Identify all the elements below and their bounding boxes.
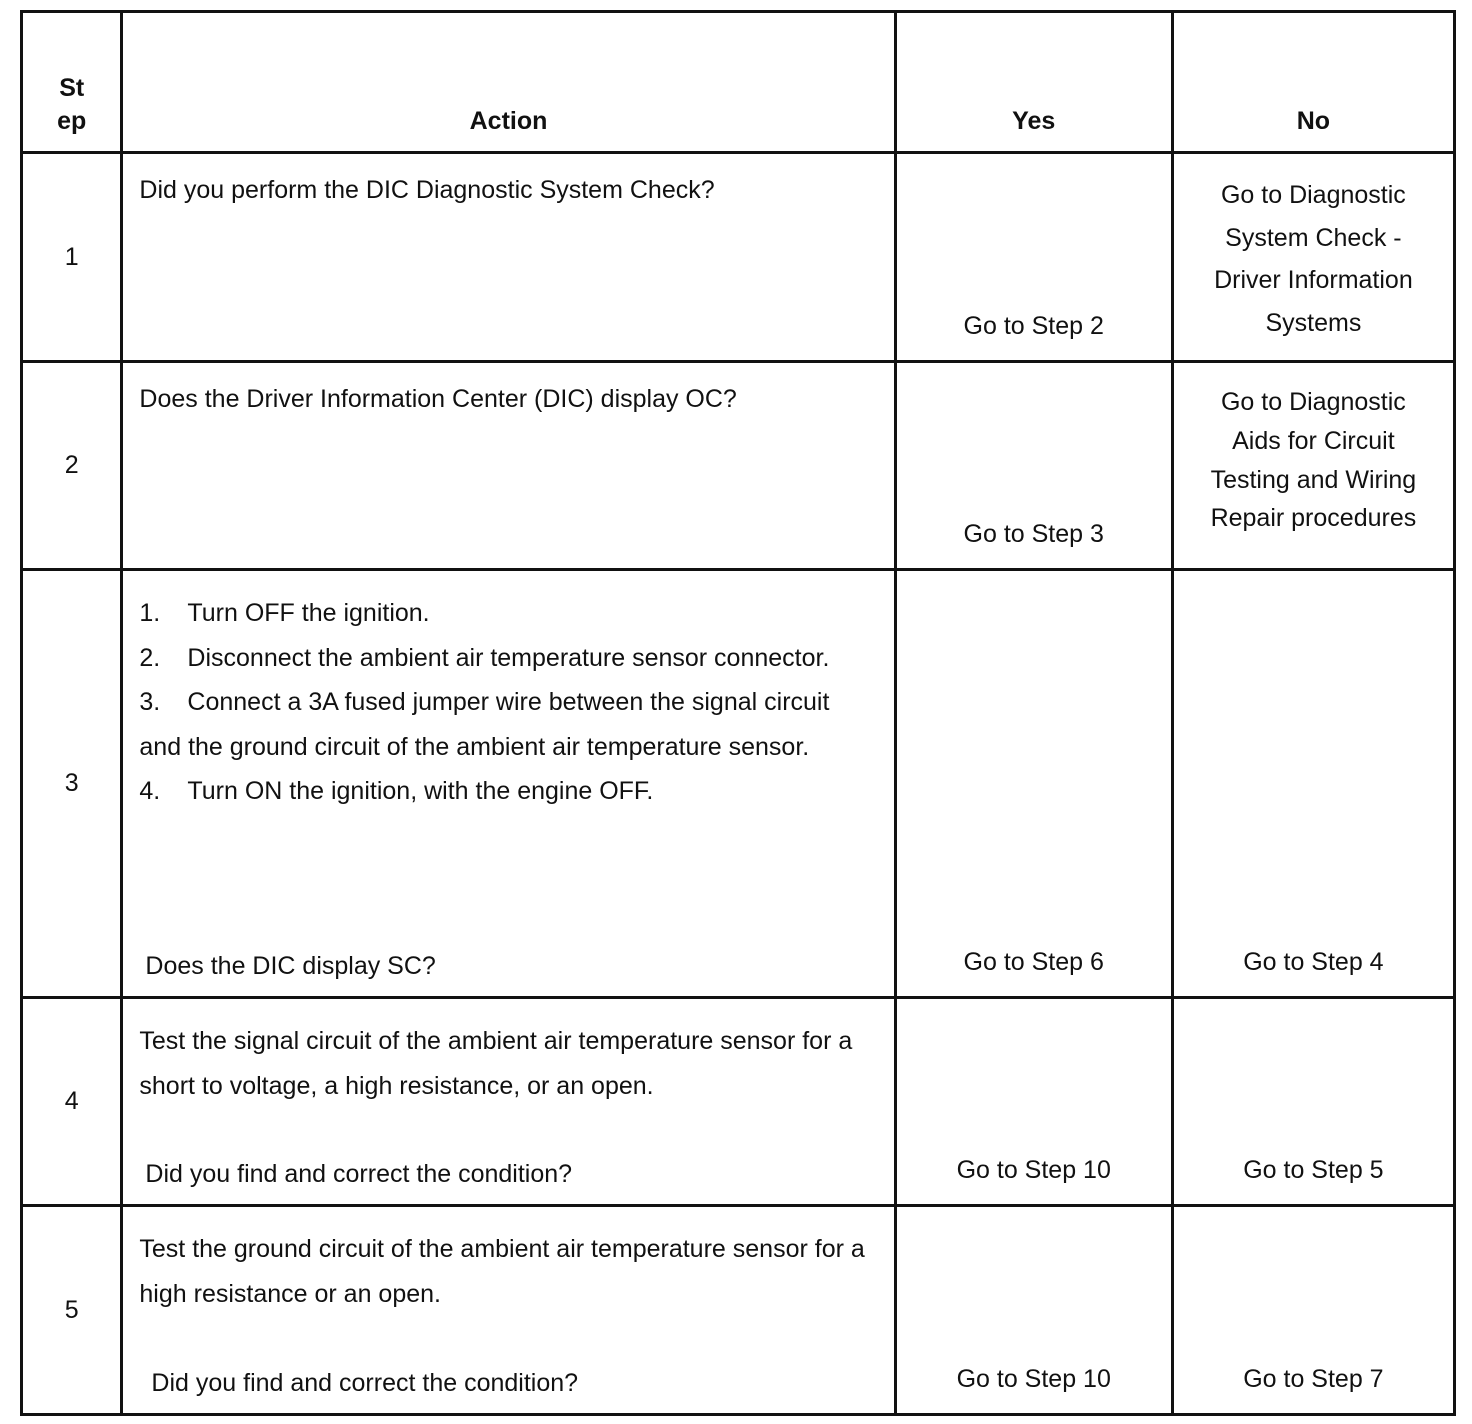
list-number: 2. bbox=[139, 643, 161, 672]
action-cell: Does the Driver Information Center (DIC) display OC? bbox=[122, 362, 895, 570]
action-cell: Did you perform the DIC Diagnostic System Check? bbox=[122, 153, 895, 362]
step-header bbox=[22, 12, 122, 153]
table-row bbox=[22, 1206, 1455, 1415]
no-line: Aids for Circuit bbox=[1232, 426, 1395, 455]
diagnostic-table bbox=[20, 10, 1456, 1416]
no-line: System Check - bbox=[1225, 223, 1402, 252]
step-header-line: ep bbox=[57, 106, 87, 135]
step-header-line: St bbox=[59, 74, 85, 102]
question-text: Does the DIC display SC? bbox=[145, 951, 436, 980]
no-header: No bbox=[1172, 12, 1454, 153]
action-text: Test the signal circuit of the ambient air temperature sensor for a short to voltage, a high resistance, or an open. bbox=[139, 1027, 853, 1100]
no-cell bbox=[1172, 362, 1454, 570]
list-number: 3. bbox=[139, 688, 161, 716]
yes-cell: Go to Step 2 bbox=[895, 153, 1172, 362]
no-line: Go to Diagnostic bbox=[1220, 388, 1406, 416]
no-cell: Go to Step 7 bbox=[1172, 1206, 1454, 1415]
yes-cell: Go to Step 6 bbox=[895, 570, 1172, 998]
action-cell bbox=[122, 998, 895, 1206]
list-text: Disconnect the ambient air temperature sensor connector. bbox=[187, 643, 830, 672]
step-number: 2 bbox=[22, 362, 122, 570]
action-cell bbox=[122, 570, 895, 998]
list-item bbox=[139, 680, 877, 769]
no-line: Driver Information bbox=[1214, 266, 1413, 294]
yes-cell: Go to Step 10 bbox=[895, 1206, 1172, 1415]
step-number: 4 bbox=[22, 998, 122, 1206]
table-row bbox=[22, 362, 1455, 570]
header-row bbox=[22, 12, 1455, 153]
no-line: Go to Diagnostic bbox=[1220, 181, 1406, 209]
yes-cell: Go to Step 10 bbox=[895, 998, 1172, 1206]
question-text: Did you find and correct the condition? bbox=[151, 1368, 579, 1397]
list-text: Turn ON the ignition, with the engine OFF. bbox=[187, 777, 654, 805]
action-header: Action bbox=[122, 12, 895, 153]
yes-header: Yes bbox=[895, 12, 1172, 153]
list-number: 1. bbox=[139, 599, 161, 627]
step-number: 5 bbox=[22, 1206, 122, 1415]
no-cell: Go to Step 5 bbox=[1172, 998, 1454, 1206]
list-text: Connect a 3A fused jumper wire between the signal circuit and the ground circuit of the ambient air temperature sensor. bbox=[139, 688, 830, 761]
no-line: Repair procedures bbox=[1210, 504, 1417, 533]
no-line: Systems bbox=[1265, 308, 1362, 337]
step-number: 3 bbox=[22, 570, 122, 998]
step-number: 1 bbox=[22, 153, 122, 362]
list-item bbox=[139, 636, 877, 681]
table-row bbox=[22, 153, 1455, 362]
list-item bbox=[139, 591, 877, 636]
question-text: Did you find and correct the condition? bbox=[145, 1159, 573, 1188]
table-row bbox=[22, 570, 1455, 998]
no-cell: Go to Step 4 bbox=[1172, 570, 1454, 998]
yes-cell: Go to Step 3 bbox=[895, 362, 1172, 570]
list-item bbox=[139, 769, 877, 814]
action-text: Test the ground circuit of the ambient air temperature sensor for a high resistance or an open. bbox=[139, 1235, 865, 1308]
list-text: Turn OFF the ignition. bbox=[187, 599, 430, 627]
procedure-list bbox=[139, 591, 877, 814]
no-line: Testing and Wiring bbox=[1210, 465, 1417, 494]
action-cell bbox=[122, 1206, 895, 1415]
list-number: 4. bbox=[139, 777, 161, 805]
no-cell bbox=[1172, 153, 1454, 362]
table-row bbox=[22, 998, 1455, 1206]
